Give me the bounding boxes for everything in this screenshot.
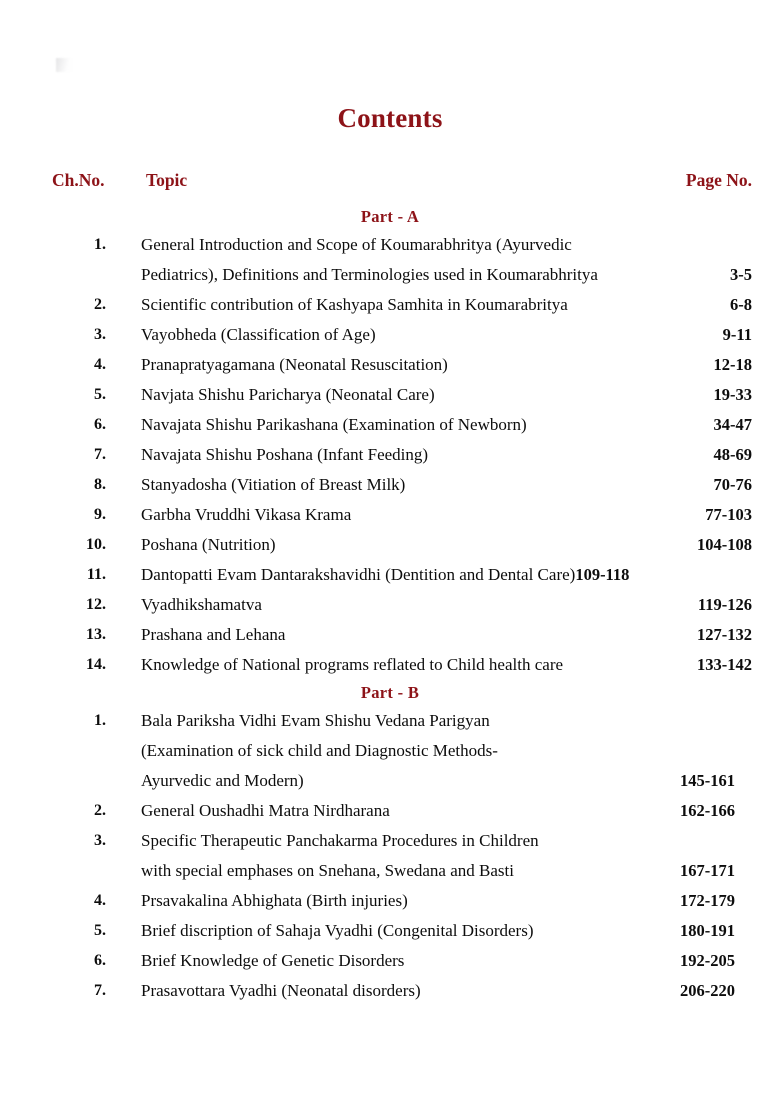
toc-entry-number: 5. bbox=[94, 386, 106, 403]
toc-entry-title: Vyadhikshamatva bbox=[141, 595, 262, 614]
toc-entry-title: Brief Knowledge of Genetic Disorders bbox=[141, 951, 405, 970]
toc-entry-lines bbox=[141, 440, 752, 470]
toc-entry-lines bbox=[141, 946, 752, 976]
toc-entry-lines bbox=[141, 976, 752, 1006]
toc-entry-page-number: 48-69 bbox=[713, 445, 752, 464]
column-header-page-no: Page No. bbox=[685, 170, 752, 190]
toc-entry-number: 4. bbox=[94, 356, 106, 373]
toc-entry-line bbox=[141, 736, 752, 766]
toc-entry-number: 2. bbox=[94, 296, 106, 313]
toc-entry[interactable] bbox=[0, 410, 780, 440]
toc-entry[interactable] bbox=[0, 230, 780, 290]
toc-entry[interactable] bbox=[0, 530, 780, 560]
toc-entry-line bbox=[141, 470, 752, 500]
toc-entry[interactable] bbox=[0, 796, 780, 826]
toc-entry-lines bbox=[141, 290, 752, 320]
toc-entry-page-number: 6-8 bbox=[730, 295, 752, 314]
part-heading: Part - A bbox=[360, 207, 420, 226]
toc-entry-page-number: 192-205 bbox=[680, 951, 735, 970]
toc-entry-line bbox=[141, 380, 752, 410]
part-heading: Part - B bbox=[360, 683, 420, 702]
toc-entry-title: Ayurvedic and Modern) bbox=[141, 771, 304, 790]
toc-entry-line bbox=[141, 410, 752, 440]
toc-entry-line bbox=[141, 856, 752, 886]
scan-artifact-smudge bbox=[56, 58, 72, 72]
toc-entry-page-number: 206-220 bbox=[680, 981, 735, 1000]
toc-entry-title: (Examination of sick child and Diagnostic Methods- bbox=[141, 741, 498, 760]
toc-entry-title: Dantopatti Evam Dantarakshavidhi (Dentition and Dental Care) bbox=[141, 565, 576, 584]
toc-entry-title: Pranapratyagamana (Neonatal Resuscitation) bbox=[141, 355, 448, 374]
toc-entry-line bbox=[141, 320, 752, 350]
toc-entry-page-number: 34-47 bbox=[713, 415, 752, 434]
toc-entry-lines bbox=[141, 230, 752, 290]
toc-entry-lines bbox=[141, 620, 752, 650]
toc-entry[interactable] bbox=[0, 500, 780, 530]
toc-entry-line bbox=[141, 260, 752, 290]
toc-entry-title: General Introduction and Scope of Koumarabhritya (Ayurvedic bbox=[141, 235, 572, 254]
toc-entry-number: 1. bbox=[94, 236, 106, 253]
toc-entry-title: Vayobheda (Classification of Age) bbox=[141, 325, 376, 344]
toc-entry-number: 6. bbox=[94, 416, 106, 433]
column-header-topic: Topic bbox=[146, 170, 188, 190]
toc-entry[interactable] bbox=[0, 560, 780, 590]
toc-entry[interactable] bbox=[0, 886, 780, 916]
toc-entry-lines bbox=[141, 560, 752, 590]
toc-entry-page-number: 167-171 bbox=[680, 861, 735, 880]
toc-entry-lines bbox=[141, 706, 752, 796]
toc-entry-page-number: 70-76 bbox=[713, 475, 752, 494]
toc-entry-number: 10. bbox=[86, 536, 106, 553]
toc-entry-lines bbox=[141, 470, 752, 500]
toc-entry-line bbox=[141, 886, 752, 916]
toc-entry-line bbox=[141, 826, 752, 856]
toc-entry-title: Poshana (Nutrition) bbox=[141, 535, 276, 554]
toc-entry-line bbox=[141, 290, 752, 320]
toc-entry-title: General Oushadhi Matra Nirdharana bbox=[141, 801, 390, 820]
toc-entry-page-number: 172-179 bbox=[680, 891, 735, 910]
toc-entry-title: Stanyadosha (Vitiation of Breast Milk) bbox=[141, 475, 406, 494]
toc-entry-lines bbox=[141, 320, 752, 350]
toc-entry-page-number: 133-142 bbox=[697, 655, 752, 674]
toc-entry-page-number: 180-191 bbox=[680, 921, 735, 940]
toc-entry[interactable] bbox=[0, 350, 780, 380]
toc-entry-page-number: 109-118 bbox=[575, 565, 630, 584]
toc-entry-number: 3. bbox=[94, 832, 106, 849]
toc-entry-title: Navajata Shishu Poshana (Infant Feeding) bbox=[141, 445, 429, 464]
toc-entry-page-number: 104-108 bbox=[697, 535, 752, 554]
toc-entry[interactable] bbox=[0, 470, 780, 500]
toc-entry-line bbox=[141, 590, 752, 620]
toc-entry-lines bbox=[141, 500, 752, 530]
toc-entry-title: Specific Therapeutic Panchakarma Procedures in Children bbox=[141, 831, 539, 850]
toc-entry-line bbox=[141, 350, 752, 380]
toc-entry-line bbox=[141, 706, 752, 736]
toc-entry-page-number: 145-161 bbox=[680, 771, 735, 790]
toc-entry-number: 5. bbox=[94, 922, 106, 939]
toc-entry-number: 14. bbox=[86, 656, 106, 673]
toc-entry-lines bbox=[141, 916, 752, 946]
column-header-chapter-no: Ch.No. bbox=[52, 170, 105, 190]
toc-entry-line bbox=[141, 946, 752, 976]
toc-entry[interactable] bbox=[0, 590, 780, 620]
toc-entry[interactable] bbox=[0, 620, 780, 650]
toc-entry-lines bbox=[141, 886, 752, 916]
toc-entry-line bbox=[141, 620, 752, 650]
toc-entry-number: 12. bbox=[86, 596, 106, 613]
toc-entry-number: 11. bbox=[86, 566, 106, 583]
toc-entry-number: 9. bbox=[94, 506, 106, 523]
toc-entry-title: Scientific contribution of Kashyapa Samhita in Koumarabritya bbox=[141, 295, 568, 314]
toc-entry-title: Prasavottara Vyadhi (Neonatal disorders) bbox=[141, 981, 421, 1000]
toc-entry[interactable] bbox=[0, 290, 780, 320]
toc-entry[interactable] bbox=[0, 440, 780, 470]
column-header-row bbox=[0, 170, 780, 196]
toc-entry-line bbox=[141, 560, 752, 590]
toc-entry[interactable] bbox=[0, 380, 780, 410]
toc-entry-line bbox=[141, 500, 752, 530]
toc-entry-lines bbox=[141, 410, 752, 440]
toc-entry-number: 2. bbox=[94, 802, 106, 819]
toc-entry-lines bbox=[141, 826, 752, 886]
toc-entry-title: Navjata Shishu Paricharya (Neonatal Care) bbox=[141, 385, 435, 404]
toc-entry-page-number: 3-5 bbox=[730, 265, 752, 284]
table-of-contents bbox=[0, 204, 780, 1006]
toc-entry-number: 8. bbox=[94, 476, 106, 493]
toc-entry-page-number: 77-103 bbox=[705, 505, 752, 524]
toc-entry-page-number: 12-18 bbox=[713, 355, 752, 374]
toc-entry[interactable] bbox=[0, 706, 780, 796]
toc-entry-title: Prsavakalina Abhighata (Birth injuries) bbox=[141, 891, 408, 910]
toc-entry-title: Knowledge of National programs reflated to Child health care bbox=[141, 655, 564, 674]
toc-entry-line bbox=[141, 530, 752, 560]
toc-entry[interactable] bbox=[0, 946, 780, 976]
toc-entry-page-number: 127-132 bbox=[697, 625, 752, 644]
toc-entry[interactable] bbox=[0, 320, 780, 350]
page-title: Contents bbox=[337, 103, 443, 133]
toc-entry[interactable] bbox=[0, 976, 780, 1006]
toc-entry-page-number: 119-126 bbox=[697, 595, 752, 614]
toc-entry-page-number: 9-11 bbox=[722, 325, 752, 344]
toc-entry-title: Brief discription of Sahaja Vyadhi (Congenital Disorders) bbox=[141, 921, 534, 940]
toc-entry-line bbox=[141, 976, 752, 1006]
toc-entry-line bbox=[141, 230, 752, 260]
toc-entry-line bbox=[141, 650, 752, 680]
toc-entry-title: Bala Pariksha Vidhi Evam Shishu Vedana Parigyan bbox=[141, 711, 490, 730]
toc-entry-title: Prashana and Lehana bbox=[141, 625, 286, 644]
toc-entry-title: Navajata Shishu Parikashana (Examination of Newborn) bbox=[141, 415, 527, 434]
toc-entry-lines bbox=[141, 796, 752, 826]
toc-entry-title: Garbha Vruddhi Vikasa Krama bbox=[141, 505, 352, 524]
toc-entry-number: 6. bbox=[94, 952, 106, 969]
toc-entry-lines bbox=[141, 530, 752, 560]
toc-entry-number: 4. bbox=[94, 892, 106, 909]
toc-entry-line bbox=[141, 440, 752, 470]
toc-entry-number: 13. bbox=[86, 626, 106, 643]
toc-entry-number: 3. bbox=[94, 326, 106, 343]
toc-entry-line bbox=[141, 766, 752, 796]
toc-entry-page-number: 162-166 bbox=[680, 801, 735, 820]
toc-entry[interactable] bbox=[0, 826, 780, 886]
toc-entry-page-number: 19-33 bbox=[713, 385, 752, 404]
toc-entry-title: with special emphases on Snehana, Swedana and Basti bbox=[141, 861, 514, 880]
toc-entry-lines bbox=[141, 650, 752, 680]
toc-entry-number: 1. bbox=[94, 712, 106, 729]
toc-entry-title: Pediatrics), Definitions and Terminologies used in Koumarabhritya bbox=[141, 265, 598, 284]
toc-entry-number: 7. bbox=[94, 446, 106, 463]
toc-entry-line bbox=[141, 916, 752, 946]
toc-entry[interactable] bbox=[0, 650, 780, 680]
toc-entry-lines bbox=[141, 350, 752, 380]
toc-entry-lines bbox=[141, 590, 752, 620]
toc-entry-lines bbox=[141, 380, 752, 410]
toc-entry[interactable] bbox=[0, 916, 780, 946]
toc-entry-line bbox=[141, 796, 752, 826]
toc-entry-number: 7. bbox=[94, 982, 106, 999]
